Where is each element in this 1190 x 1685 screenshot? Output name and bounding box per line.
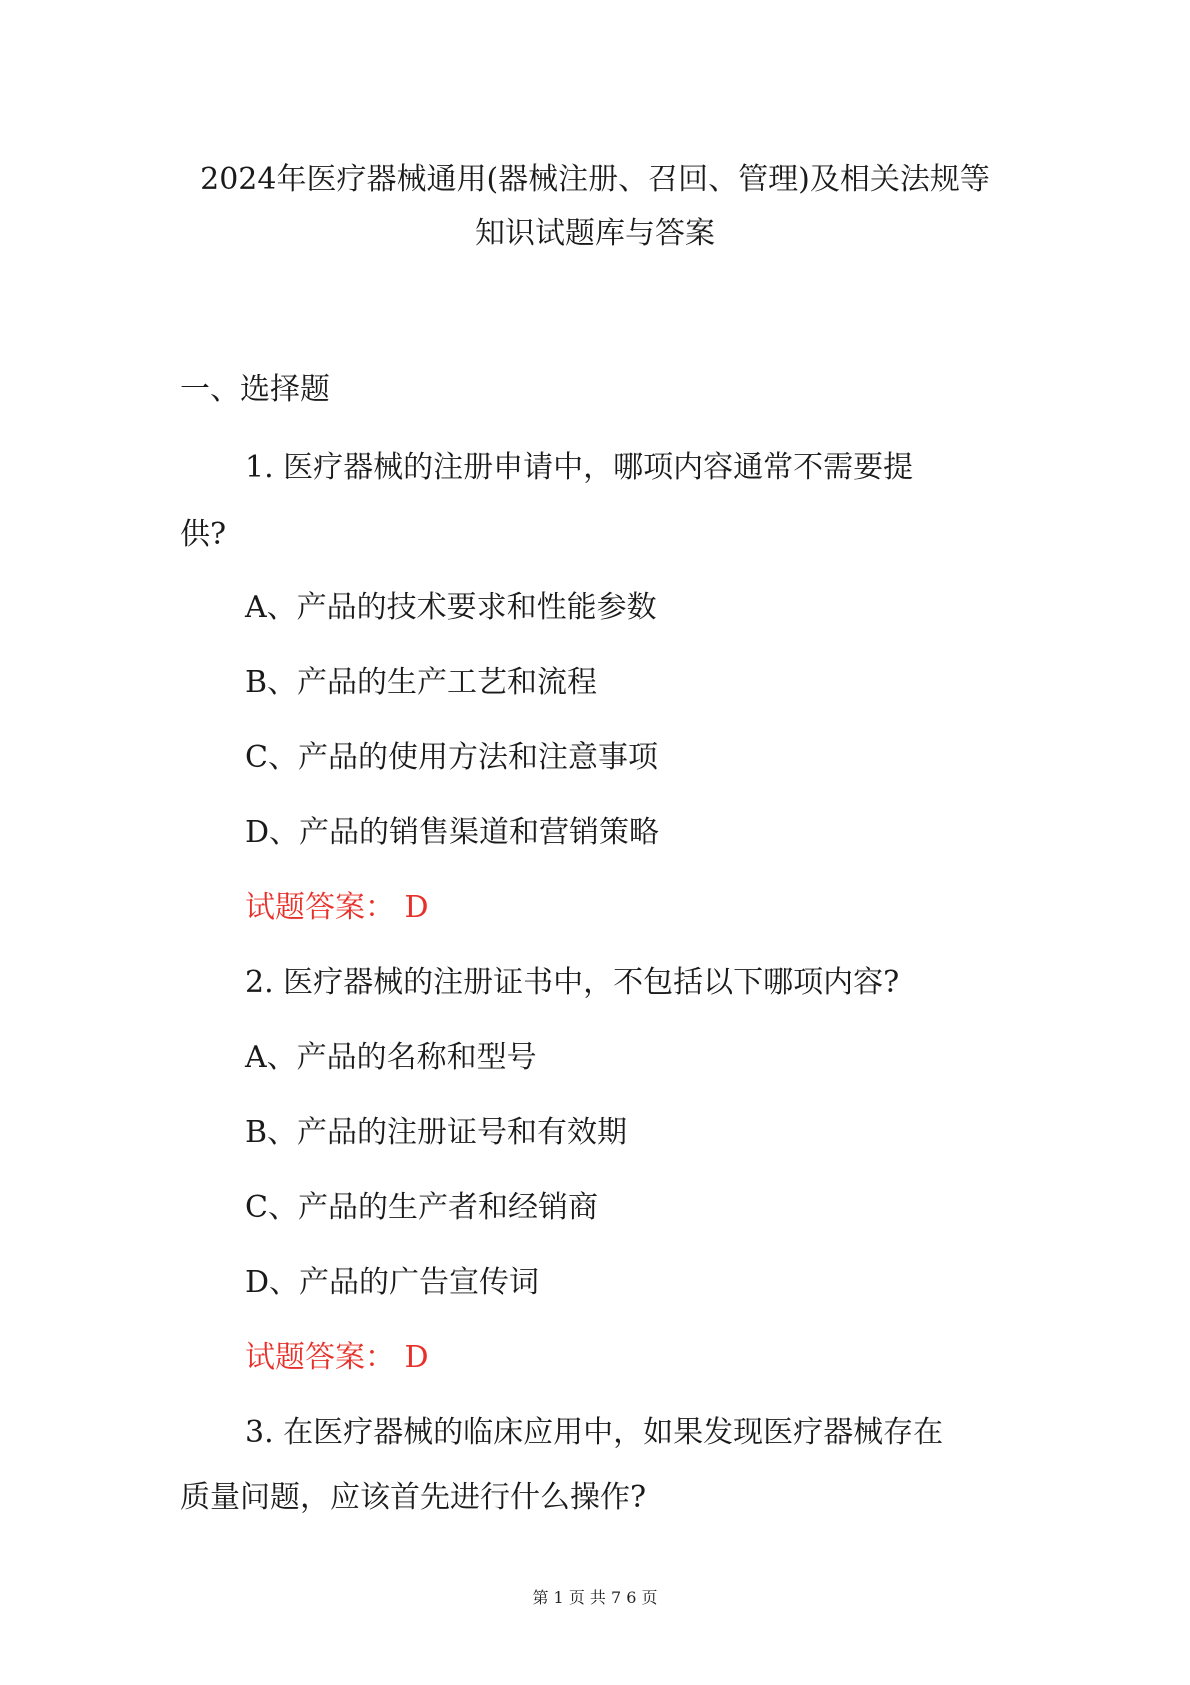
question-2-option-d: D、产品的广告宣传词 <box>245 1265 540 1300</box>
question-2-option-b: B、产品的注册证号和有效期 <box>245 1115 628 1150</box>
question-1-option-d: D、产品的销售渠道和营销策略 <box>245 815 660 850</box>
question-3-stem-line1: 3. 在医疗器械的临床应用中，如果发现医疗器械存在 <box>245 1415 944 1450</box>
section-heading: 一、选择题 <box>180 372 330 407</box>
document-title-line2: 知识试题库与答案 <box>475 216 715 251</box>
document-title-line1: 2024年医疗器械通用(器械注册、召回、管理)及相关法规等 <box>200 162 990 197</box>
question-1-stem-line1: 1. 医疗器械的注册申请中，哪项内容通常不需要提 <box>245 450 914 485</box>
question-3-stem-line2: 质量问题，应该首先进行什么操作? <box>180 1480 647 1515</box>
question-1-option-b: B、产品的生产工艺和流程 <box>245 665 598 700</box>
question-1-answer: 试题答案： D <box>245 890 429 925</box>
question-2-stem: 2. 医疗器械的注册证书中，不包括以下哪项内容? <box>245 965 900 1000</box>
question-1-option-c: C、产品的使用方法和注意事项 <box>245 740 658 775</box>
question-2-answer: 试题答案： D <box>245 1340 429 1375</box>
question-1-stem-line2: 供? <box>180 517 227 552</box>
question-2-option-a: A、产品的名称和型号 <box>245 1040 537 1075</box>
question-1-option-a: A、产品的技术要求和性能参数 <box>245 590 657 625</box>
page-footer: 第 1 页 共 7 6 页 <box>532 1588 658 1607</box>
question-2-option-c: C、产品的生产者和经销商 <box>245 1190 598 1225</box>
